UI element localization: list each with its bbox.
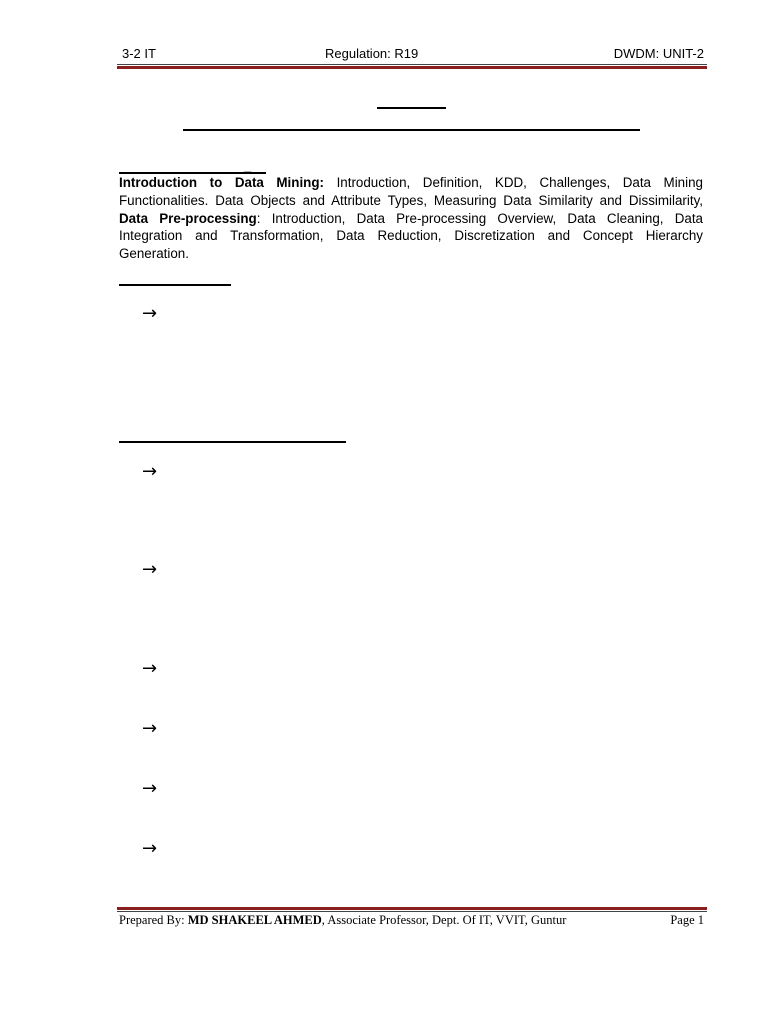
- footer-credit: [119, 913, 566, 928]
- arrow-bullet: →: [142, 838, 158, 859]
- header-rule-bottom: [117, 66, 707, 69]
- header-rule-top: [117, 64, 707, 65]
- intro-text-2: : Introduction, Data Pre-processing Overview, Data Cleaning, Data Integration and Transformation, Data Reduction, Discretization and Concept Hierarchy Generation.: [119, 210, 704, 262]
- arrow-bullet: →: [142, 778, 158, 799]
- footer-rule-bottom: [117, 911, 707, 912]
- header-unit: DWDM: UNIT-2: [613, 46, 704, 61]
- arrow-bullet: →: [142, 461, 158, 482]
- prepared-by-label: Prepared By:: [119, 913, 188, 927]
- arrow-bullet: →: [142, 718, 158, 739]
- section-2-underline: [119, 441, 346, 443]
- arrow-bullet: →: [142, 303, 158, 324]
- page-header: [119, 46, 706, 62]
- preprocessing-heading: Data Pre-processing: [119, 210, 257, 226]
- page-number: Page 1: [670, 913, 704, 927]
- author-details: , Associate Professor, Dept. Of IT, VVIT, Guntur: [321, 913, 567, 927]
- intro-heading: Introduction to Data Mining:: [119, 175, 325, 190]
- subtitle-underline: [183, 129, 640, 131]
- intro-text-1: Introduction, Definition, KDD, Challenges, Data Mining Functionalities. Data Objects and Attribute Types, Measuring Data Similarity and Dissimilarity,: [119, 175, 703, 208]
- arrow-bullet: →: [142, 658, 158, 679]
- header-class: 3-2 IT: [122, 46, 156, 61]
- syllabus-paragraph: [119, 174, 703, 263]
- header-regulation: Regulation: R19: [325, 46, 419, 61]
- footer-rule-top: [117, 907, 707, 910]
- syllabus-underscore: _: [244, 158, 252, 173]
- author-name: MD SHAKEEL AHMED: [187, 913, 322, 927]
- title-underline: [377, 107, 446, 109]
- arrow-bullet: →: [142, 559, 158, 580]
- section-1-underline: [119, 284, 231, 286]
- page-footer: [119, 913, 706, 929]
